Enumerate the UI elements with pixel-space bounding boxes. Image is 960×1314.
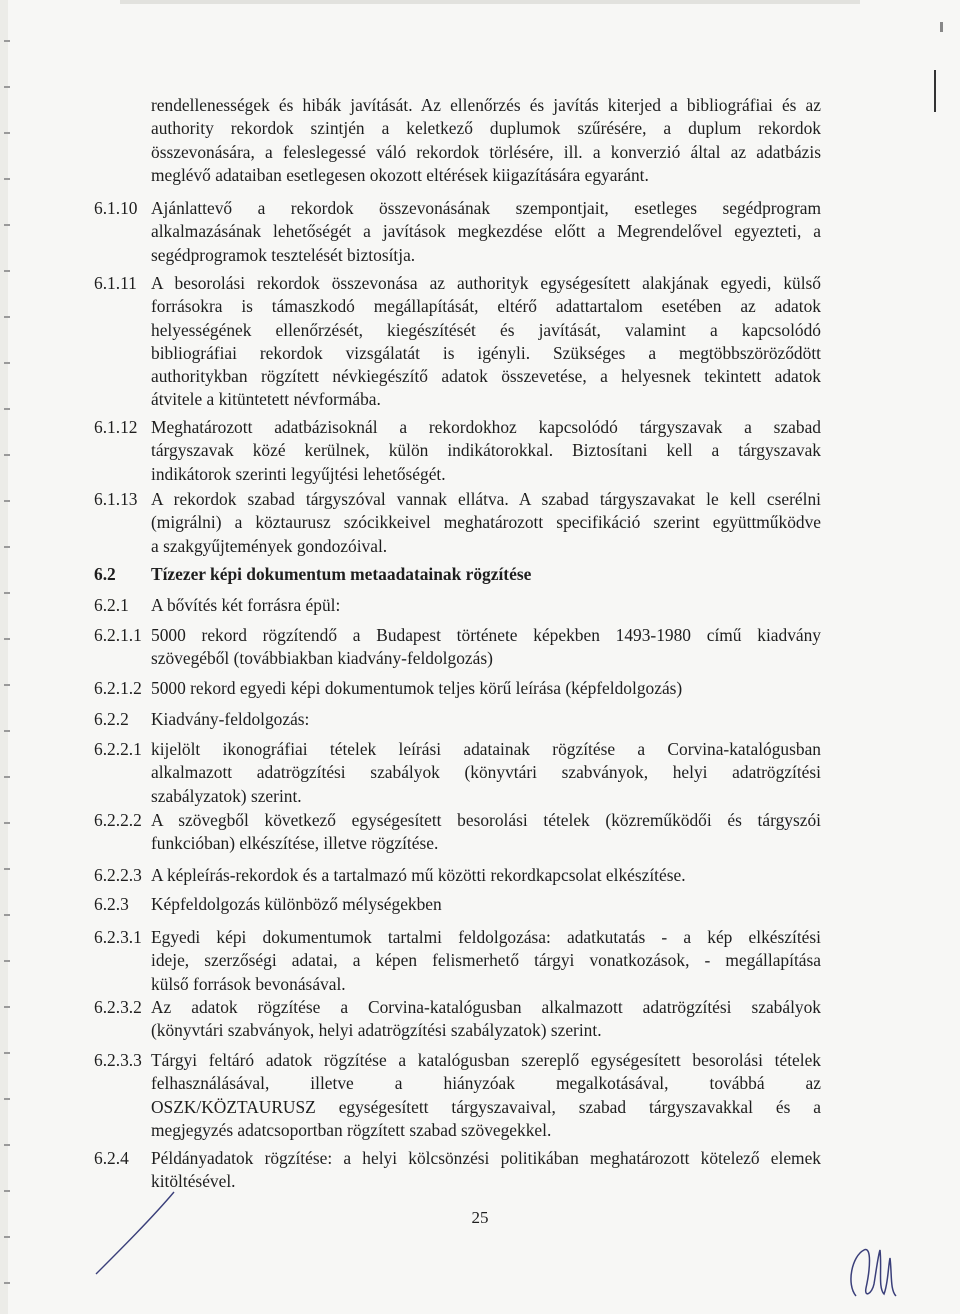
section-6-1-11: [151, 272, 821, 412]
scan-margin-mark: [934, 70, 936, 112]
text-line: 5000 rekord rögzítendő a Budapest története képekben 1493-1980 című kiadvány: [151, 625, 821, 645]
section-number: 6.2.3: [94, 894, 129, 914]
text-line: szövegéből (továbbiakban kiadvány-feldolgozás): [151, 648, 493, 669]
section-6-2-1-2: [151, 677, 821, 700]
page-left-edge: [0, 0, 8, 1314]
section-6-2-3: [151, 893, 821, 916]
section-number: 6.2.2.1: [94, 739, 142, 759]
binder-mark: [4, 178, 10, 180]
section-number: 6.1.10: [94, 198, 138, 218]
text-line: Az adatok rögzítése a Corvina-katalógusban alkalmazott adatrögzítési szabályok: [151, 997, 821, 1017]
text-line: A képleírás-rekordok és a tartalmazó mű közötti rekordkapcsolat elkészítése.: [151, 865, 686, 885]
text-line: helyességének ellenőrzését, kiegészítését és javítását, valamint a kapcsolódó: [151, 319, 821, 340]
text-line: külső források bevonásával.: [151, 973, 346, 994]
section-number: 6.2.1.2: [94, 678, 142, 698]
text-line: 5000 rekord egyedi képi dokumentumok teljes körű leírása (képfeldolgozás): [151, 678, 683, 698]
text-line: átvitele a kitüntetett névformába.: [151, 389, 381, 410]
binder-mark: [4, 1006, 10, 1008]
binder-mark: [4, 132, 10, 134]
section-6-2-2-2: [151, 809, 821, 856]
text-line: a szakgyűjtemények gondozóival.: [151, 535, 388, 556]
section-number: 6.2.3.2: [94, 997, 142, 1017]
handwritten-initials: [842, 1244, 902, 1306]
text-line: A besorolási rekordok összevonása az authorityk egységesített alakjának egyedi, külső: [151, 273, 821, 293]
text-line: ideje, szerzőségi adatai, a képen felismerhető tárgyi vonatkozások, - megállapítása: [151, 950, 821, 971]
text-line: indikátorok szerinti legyűjtési lehetőségét.: [151, 463, 446, 484]
section-6-1-10: [151, 197, 821, 267]
section-6-1-13: [151, 488, 821, 558]
text-line: megjegyzés adatcsoportban rögzített szabad szövegekkel.: [151, 1119, 552, 1140]
binder-mark: [4, 40, 10, 42]
section-6-2-2: [151, 708, 821, 731]
scan-margin-dot: [940, 22, 943, 32]
text-line: alkalmazott adatrögzítési szabályok (könyvtári szabványok, helyi adatrögzítési: [151, 762, 821, 783]
heading-text: Tízezer képi dokumentum metaadatainak rögzítése: [151, 564, 532, 584]
text-line: tárgyszavak közé kerülnek, külön indikátorokkal. Biztosítani kell a tárgyszavak: [151, 440, 821, 461]
binder-mark: [4, 454, 10, 456]
text-line: Példányadatok rögzítése: a helyi kölcsönzési politikában meghatározott kötelező elemek: [151, 1148, 821, 1168]
section-number: 6.2.2.3: [94, 865, 142, 885]
page-number: 25: [471, 1208, 489, 1227]
binder-mark: [4, 1190, 10, 1192]
section-number: 6.2.3.3: [94, 1050, 142, 1070]
binder-mark: [4, 362, 10, 364]
text-line: alkalmazásának lehetőségét a javítások megkezdése előtt a Megrendelővel egyezteti, a: [151, 221, 821, 242]
binder-mark: [4, 1282, 10, 1284]
intro-paragraph: [151, 94, 821, 187]
scan-top-shadow: [120, 0, 860, 4]
section-6-2-1-1: [151, 624, 821, 671]
pen-stroke: [92, 1188, 182, 1278]
section-number: 6.1.12: [94, 417, 138, 437]
section-6-1-12: [151, 416, 821, 486]
binder-mark: [4, 1236, 10, 1238]
text-line: (könyvtári szabványok, helyi adatrögzítési szabályzatok) szerint.: [151, 1020, 602, 1041]
binder-mark: [4, 960, 10, 962]
text-line: Ajánlattevő a rekordok összevonásának szempontjait, esetleges segédprogram: [151, 198, 821, 218]
text-line: bibliográfiai rekordok vizsgálatát is igényli. Szükséges a megtöbbszöröződött: [151, 342, 821, 363]
binder-mark: [4, 546, 10, 548]
section-number: 6.2.2: [94, 709, 129, 729]
text-line: rendellenességek és hibák javítását. Az ellenőrzés és javítás kiterjed a bibliográfiai és az: [151, 95, 821, 115]
text-line: authoritykban rögzített névkiegészítő adatok összevetése, a helyesnek tekintett adatok: [151, 366, 821, 387]
binder-mark: [4, 730, 10, 732]
section-number: 6.2.4: [94, 1148, 129, 1168]
text-line: authority rekordok szintjén a keletkező duplumok szűrésére, a duplum rekordok: [151, 118, 821, 139]
binder-mark: [4, 1052, 10, 1054]
binder-mark: [4, 316, 10, 318]
text-line: forrásokra is támaszkodó megállapítását, eltérő adattartalom esetében az adatok: [151, 296, 821, 317]
text-line: Egyedi képi dokumentumok tartalmi feldolgozása: adatkutatás - a kép elkészítési: [151, 927, 821, 947]
section-number: 6.2.1.1: [94, 625, 142, 645]
text-line: felhasználásával, illetve a hiányzóak megalkotásával, továbbá az: [151, 1073, 821, 1094]
text-line: A rekordok szabad tárgyszóval vannak ellátva. A szabad tárgyszavakat le kell cserélni: [151, 489, 821, 509]
binder-mark: [4, 684, 10, 686]
section-number: 6.2.3.1: [94, 927, 142, 947]
text-line: OSZK/KÖZTAURUSZ egységesített tárgyszavaival, szabad tárgyszavakkal és a: [151, 1096, 821, 1117]
text-line: A bővítés két forrásra épül:: [151, 595, 341, 615]
section-6-2-2-3: [151, 864, 821, 887]
text-line: szabályzatok) szerint.: [151, 785, 302, 806]
text-line: segédprogramok tesztelését biztosítja.: [151, 244, 416, 265]
binder-mark: [4, 408, 10, 410]
text-line: A szövegből következő egységesített besorolási tételek (közreműködői és tárgyszói: [151, 810, 821, 830]
binder-mark: [4, 592, 10, 594]
section-number: 6.1.13: [94, 489, 138, 509]
text-line: Kiadvány-feldolgozás:: [151, 709, 310, 729]
section-6-2-2-1: [151, 738, 821, 808]
binder-mark: [4, 868, 10, 870]
section-heading: [151, 563, 821, 586]
section-number: 6.2.1: [94, 595, 129, 615]
section-6-2-4: [151, 1147, 821, 1194]
binder-mark: [4, 1144, 10, 1146]
text-line: funkcióban) elkészítése, illetve rögzítése.: [151, 833, 439, 854]
text-line: kijelölt ikonográfiai tételek leírási adatainak rögzítése a Corvina-katalógusban: [151, 739, 821, 759]
section-number: 6.2.2.2: [94, 810, 142, 830]
text-line: (migrálni) a köztaurusz szócikkeivel meghatározott specifikáció szerint együttműködve: [151, 512, 821, 533]
binder-mark: [4, 776, 10, 778]
section-number: 6.1.11: [94, 273, 137, 293]
text-line: kitöltésével.: [151, 1171, 236, 1192]
text-line: Tárgyi feltáró adatok rögzítése a katalógusban szereplő egységesített besorolási tételek: [151, 1050, 821, 1070]
binder-mark: [4, 86, 10, 88]
text-line: Meghatározott adatbázisoknál a rekordokhoz kapcsolódó tárgyszavak a szabad: [151, 417, 821, 437]
binder-mark: [4, 500, 10, 502]
text-line: Képfeldolgozás különböző mélységekben: [151, 894, 442, 914]
binder-mark: [4, 224, 10, 226]
binder-mark: [4, 1098, 10, 1100]
section-6-2-3-3: [151, 1049, 821, 1142]
section-number: 6.2: [94, 564, 116, 584]
binder-mark: [4, 822, 10, 824]
binder-mark: [4, 914, 10, 916]
section-6-2-3-1: [151, 926, 821, 996]
section-6-2-3-2: [151, 996, 821, 1043]
section-6-2-1: [151, 594, 821, 617]
binder-mark: [4, 270, 10, 272]
text-line: összevonására, a feleslegessé váló rekordok törlésére, ill. a konverzió által az adatbázis: [151, 141, 821, 162]
text-line: meglévő adataiban esetlegesen okozott eltérések kiigazítására egyaránt.: [151, 164, 649, 185]
binder-mark: [4, 638, 10, 640]
